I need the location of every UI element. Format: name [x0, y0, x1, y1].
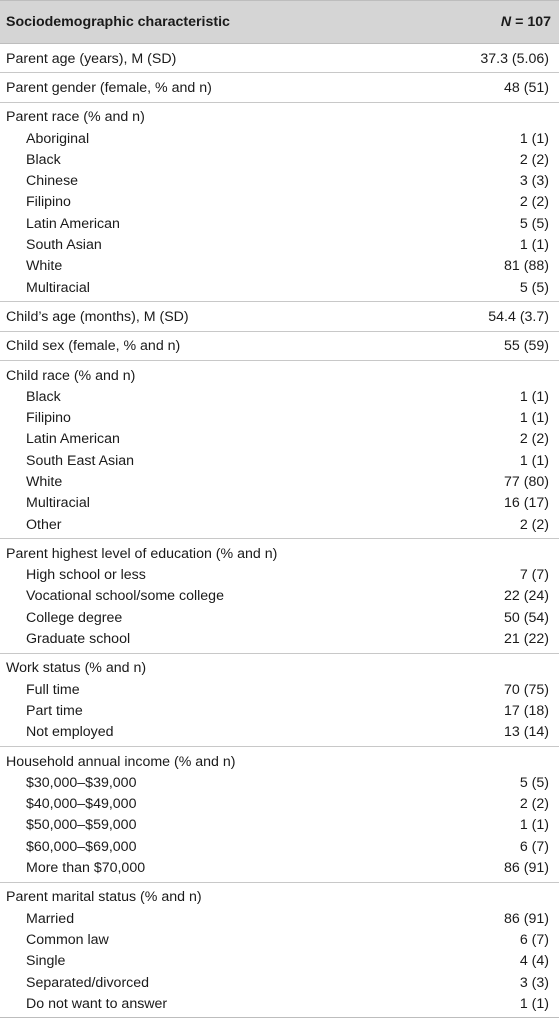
- table-subrow: [0, 429, 559, 450]
- table-row: [0, 336, 559, 357]
- table-subrow: [0, 514, 559, 535]
- subrow-value: 7 (7): [519, 567, 549, 584]
- table-subrow: [0, 972, 559, 993]
- subrow-value: 17 (18): [504, 702, 549, 719]
- subrow-label: Filipino: [26, 410, 71, 427]
- table-group: [0, 301, 559, 330]
- row-label: Parent gender (female, % and n): [6, 79, 212, 96]
- table-row: [0, 107, 559, 128]
- subrow-label: Multiracial: [26, 495, 90, 512]
- row-label: Parent marital status (% and n): [6, 889, 202, 906]
- subrow-label: Aboriginal: [26, 130, 90, 147]
- subrow-value: 4 (4): [519, 953, 549, 970]
- table-group: [0, 653, 559, 746]
- subrow-value: 2 (2): [519, 194, 549, 211]
- subrow-value: 5 (5): [519, 774, 549, 791]
- table-row: [0, 77, 559, 98]
- column-header-n: [501, 14, 551, 30]
- table-subrow: [0, 836, 559, 857]
- subrow-label: Full time: [26, 681, 80, 698]
- subrow-value: 1 (1): [519, 452, 549, 469]
- subrow-value: 1 (1): [519, 410, 549, 427]
- table-subrow: [0, 256, 559, 277]
- table-subrow: [0, 277, 559, 298]
- table-body: [0, 43, 559, 1017]
- table-subrow: [0, 450, 559, 471]
- subrow-value: 1 (1): [519, 995, 549, 1012]
- table-group: [0, 102, 559, 302]
- row-label: Parent age (years), M (SD): [6, 50, 177, 67]
- subrow-label: Not employed: [26, 724, 114, 741]
- table-group: [0, 746, 559, 882]
- table-subrow: [0, 772, 559, 793]
- table-subrow: [0, 192, 559, 213]
- table-subrow: [0, 493, 559, 514]
- subrow-label: Do not want to answer: [26, 995, 168, 1012]
- table-group: [0, 538, 559, 652]
- table-subrow: [0, 586, 559, 607]
- subrow-label: Chinese: [26, 173, 79, 190]
- table-group: [0, 43, 559, 72]
- table-subrow: [0, 234, 559, 255]
- table-subrow: [0, 607, 559, 628]
- subrow-label: Separated/divorced: [26, 974, 150, 991]
- subrow-label: White: [26, 258, 63, 275]
- subrow-value: 5 (5): [519, 279, 549, 296]
- subrow-label: Common law: [26, 931, 109, 948]
- table-row: [0, 751, 559, 772]
- row-label: Child sex (female, % and n): [6, 338, 181, 355]
- row-label: Household annual income (% and n): [6, 753, 236, 770]
- subrow-value: 6 (7): [519, 931, 549, 948]
- table-subrow: [0, 565, 559, 586]
- subrow-label: Filipino: [26, 194, 71, 211]
- table-row: [0, 48, 559, 69]
- subrow-label: $50,000–$59,000: [26, 817, 137, 834]
- row-label: Parent race (% and n): [6, 109, 145, 126]
- table-row: [0, 887, 559, 908]
- subrow-label: High school or less: [26, 567, 146, 584]
- subrow-label: Married: [26, 910, 75, 927]
- row-value: 37.3 (5.06): [480, 50, 549, 67]
- table-subrow: [0, 857, 559, 878]
- subrow-value: 81 (88): [504, 258, 549, 275]
- subrow-value: 1 (1): [519, 237, 549, 254]
- subrow-label: Other: [26, 516, 62, 533]
- row-value: 55 (59): [504, 338, 549, 355]
- subrow-value: 6 (7): [519, 838, 549, 855]
- table-subrow: [0, 722, 559, 743]
- subrow-value: 22 (24): [504, 588, 549, 605]
- subrow-label: Latin American: [26, 215, 120, 232]
- subrow-value: 2 (2): [519, 796, 549, 813]
- subrow-label: Latin American: [26, 431, 120, 448]
- table-subrow: [0, 407, 559, 428]
- subrow-value: 86 (91): [504, 910, 549, 927]
- subrow-label: Black: [26, 151, 61, 168]
- table-row: [0, 306, 559, 327]
- row-label: Child’s age (months), M (SD): [6, 308, 189, 325]
- table-subrow: [0, 149, 559, 170]
- subrow-value: 16 (17): [504, 495, 549, 512]
- n-value: = 107: [515, 14, 551, 30]
- subrow-value: 2 (2): [519, 516, 549, 533]
- table-group: [0, 331, 559, 360]
- subrow-value: 1 (1): [519, 388, 549, 405]
- subrow-label: Single: [26, 953, 66, 970]
- subrow-value: 50 (54): [504, 609, 549, 626]
- column-header-characteristic: Sociodemographic characteristic: [6, 14, 230, 30]
- subrow-label: $60,000–$69,000: [26, 838, 137, 855]
- subrow-label: Vocational school/some college: [26, 588, 224, 605]
- row-label: Parent highest level of education (% and n): [6, 545, 278, 562]
- table-subrow: [0, 471, 559, 492]
- table-group: [0, 72, 559, 101]
- table-subrow: [0, 951, 559, 972]
- subrow-label: College degree: [26, 609, 123, 626]
- subrow-value: 86 (91): [504, 860, 549, 877]
- table-header: [0, 0, 559, 43]
- table-subrow: [0, 908, 559, 929]
- subrow-label: Graduate school: [26, 631, 131, 648]
- subrow-label: Part time: [26, 702, 83, 719]
- table-subrow: [0, 815, 559, 836]
- subrow-label: Multiracial: [26, 279, 90, 296]
- table-subrow: [0, 213, 559, 234]
- table-subrow: [0, 628, 559, 649]
- table-subrow: [0, 386, 559, 407]
- subrow-label: White: [26, 473, 63, 490]
- subrow-value: 1 (1): [519, 130, 549, 147]
- table-subrow: [0, 128, 559, 149]
- subrow-value: 3 (3): [519, 173, 549, 190]
- table-subrow: [0, 700, 559, 721]
- table-row: [0, 543, 559, 564]
- n-symbol: N: [500, 14, 512, 30]
- subrow-label: $30,000–$39,000: [26, 774, 137, 791]
- subrow-label: South East Asian: [26, 452, 135, 469]
- row-label: Work status (% and n): [6, 660, 147, 677]
- table-subrow: [0, 170, 559, 191]
- row-value: 48 (51): [504, 79, 549, 96]
- subrow-label: Black: [26, 388, 61, 405]
- subrow-value: 2 (2): [519, 431, 549, 448]
- subrow-value: 77 (80): [504, 473, 549, 490]
- subrow-value: 13 (14): [504, 724, 549, 741]
- table-subrow: [0, 929, 559, 950]
- table-subrow: [0, 993, 559, 1014]
- subrow-value: 21 (22): [504, 631, 549, 648]
- subrow-value: 3 (3): [519, 974, 549, 991]
- subrow-value: 2 (2): [519, 151, 549, 168]
- table-subrow: [0, 794, 559, 815]
- subrow-value: 5 (5): [519, 215, 549, 232]
- row-label: Child race (% and n): [6, 367, 136, 384]
- subrow-value: 1 (1): [519, 817, 549, 834]
- subrow-label: South Asian: [26, 237, 102, 254]
- table-subrow: [0, 679, 559, 700]
- subrow-value: 70 (75): [504, 681, 549, 698]
- table-group: [0, 360, 559, 538]
- subrow-label: More than $70,000: [26, 860, 146, 877]
- table-group: [0, 882, 559, 1018]
- table-row: [0, 365, 559, 386]
- table-row: [0, 658, 559, 679]
- row-value: 54.4 (3.7): [488, 308, 549, 325]
- subrow-label: $40,000–$49,000: [26, 796, 137, 813]
